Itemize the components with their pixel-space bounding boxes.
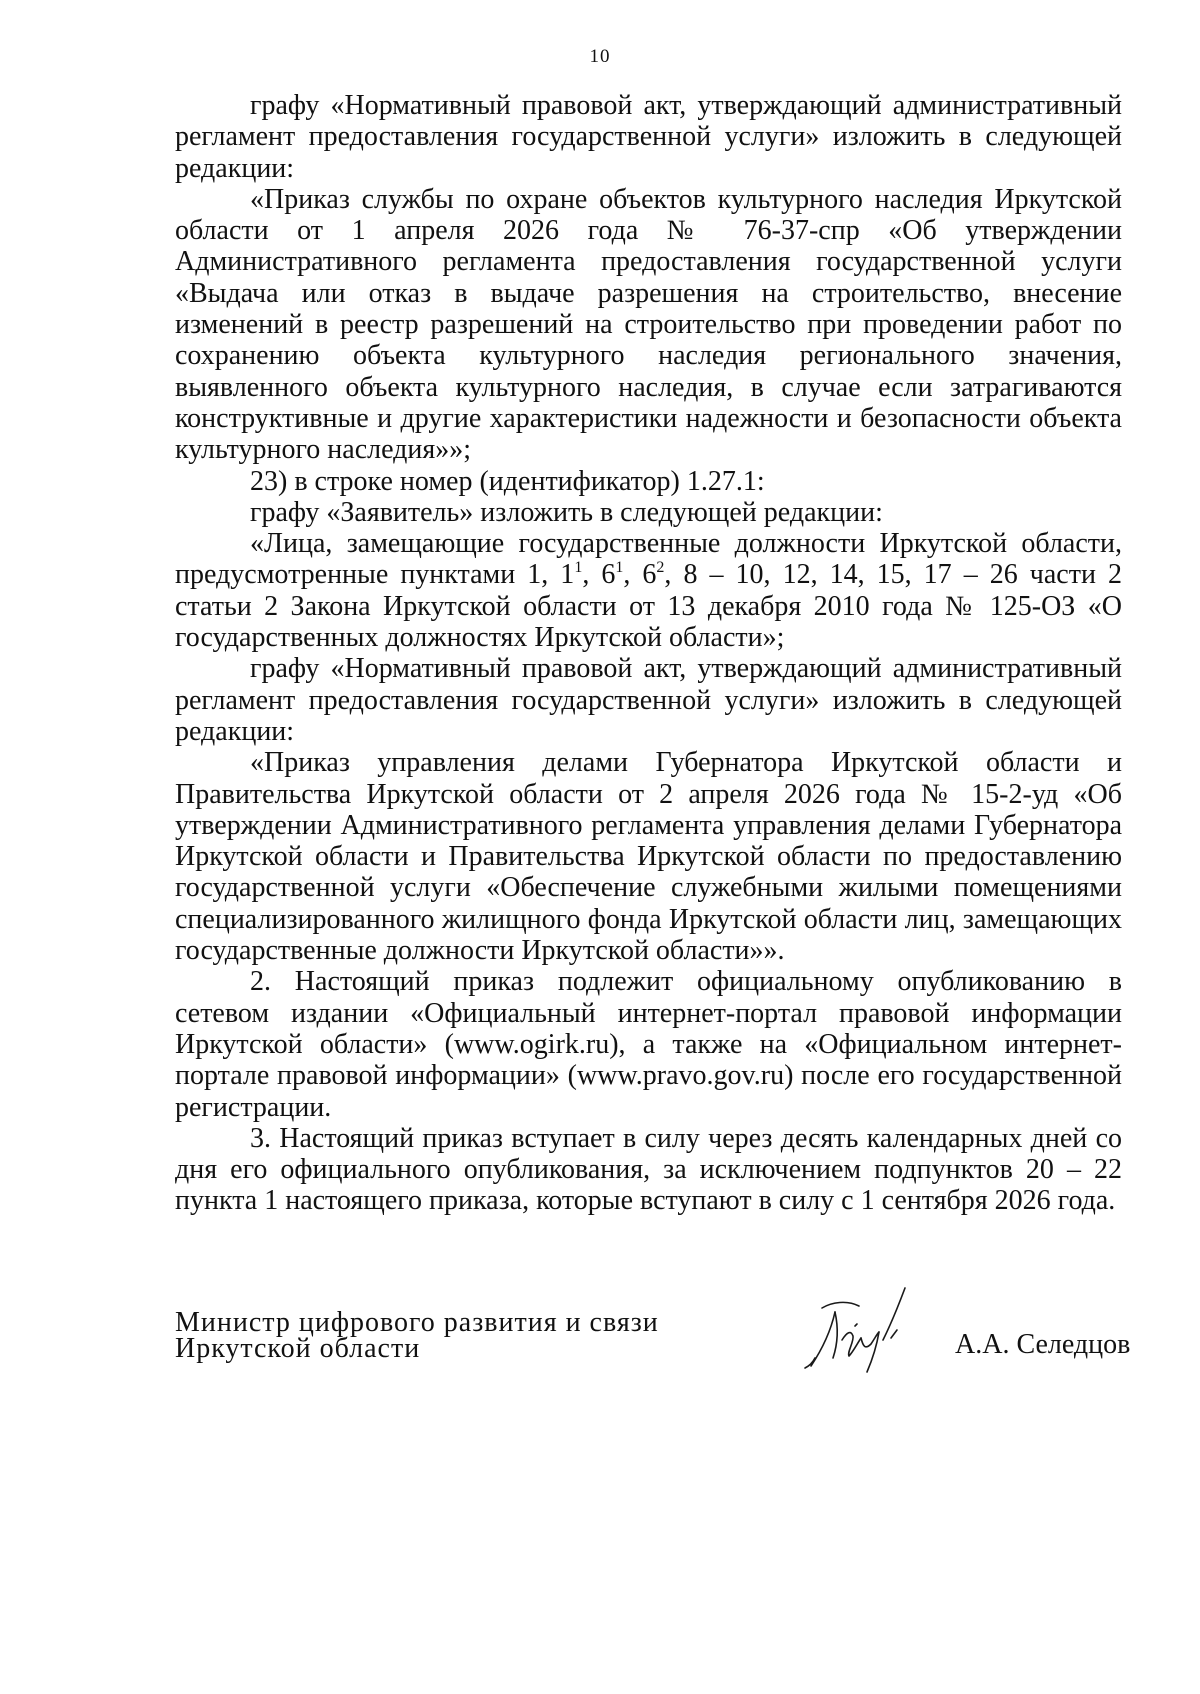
handwritten-signature	[787, 1280, 937, 1380]
paragraph-governor-order: «Приказ управления делами Губернатора Иркутской области и Правительства Иркутской области от 2 апреля 2026 года № 15-2-уд «Об утверждении Административного регламента управления делами Губернатора Иркутской области и Правительства Иркутской области по предоставлению государственной услуги «Обеспечение служебными жилыми помещениями специализированного жилищного фонда Иркутской области лиц, замещающих государственные должности Иркутской области»».	[175, 747, 1122, 967]
paragraph-regulation-column-2: графу «Нормативный правовой акт, утверждающий административный регламент предоставления государственной услуги» изложить в следующей редакции:	[175, 653, 1122, 747]
paragraph-regulation-column: графу «Нормативный правовой акт, утверждающий административный регламент предоставления государственной услуги» изложить в следующей редакции:	[175, 90, 1122, 184]
paragraph-applicant-column: графу «Заявитель» изложить в следующей редакции:	[250, 496, 883, 528]
paragraph-item-23: 23) в строке номер (идентификатор) 1.27.1:	[250, 465, 765, 497]
paragraph-heritage-order: «Приказ службы по охране объектов культурного наследия Иркутской области от 1 апреля 2026 года № 76-37-спр «Об утверждении Административного регламента предоставления государственной услуги «Выдача или отказ в выдаче разрешения на строительство, внесение изменений в реестр разрешений на строительство при проведении работ по сохранению объекта культурного наследия регионального значения, выявленного объекта культурного наследия, в случае если затрагиваются конструктивные и другие характеристики надежности и безопасности объекта культурного наследия»»;	[175, 183, 1122, 466]
signer-name: А.А. Селедцов	[955, 1329, 1131, 1360]
paragraph-applicant-text	[175, 528, 1122, 653]
signer-position-line: Иркутской области	[175, 1333, 421, 1364]
signer-position	[175, 1307, 659, 1364]
applicant-text-part: , 6	[582, 559, 616, 591]
paragraph-publication: 2. Настоящий приказ подлежит официальному опубликованию в сетевом издании «Официальный интернет-портал правовой информации Иркутской области» (www.ogirk.ru), а также на «Официальном интернет-портале правовой информации» (www.pravo.gov.ru) после его государственной регистрации.	[175, 966, 1122, 1123]
paragraph-entry-into-force: 3. Настоящий приказ вступает в силу через десять календарных дней со дня его официального опубликования, за исключением подпунктов 20 – 22 пункта 1 настоящего приказа, которые вступают в силу с 1 сентября 2026 года.	[175, 1122, 1122, 1217]
signature-block	[175, 1307, 1131, 1420]
superscript: 1	[574, 559, 583, 577]
superscript: 2	[656, 559, 665, 577]
applicant-text-part: , 8 – 10, 12, 14, 15, 17 – 26 части 2 статьи 2 Закона Иркутской области от 13 декабря 2010 года № 125-ОЗ «О государственных должностях Иркутской области»;	[175, 559, 1122, 654]
superscript: 1	[615, 559, 624, 577]
document-body	[175, 90, 1122, 1217]
applicant-text-part: «Лица, замещающие государственные должности Иркутской области, предусмотренные пунктами 1, 1	[175, 528, 1122, 591]
page-number: 10	[589, 46, 611, 67]
signer-position-line: Министр цифрового развития и связи	[175, 1307, 659, 1338]
applicant-text-part: , 6	[623, 559, 657, 591]
